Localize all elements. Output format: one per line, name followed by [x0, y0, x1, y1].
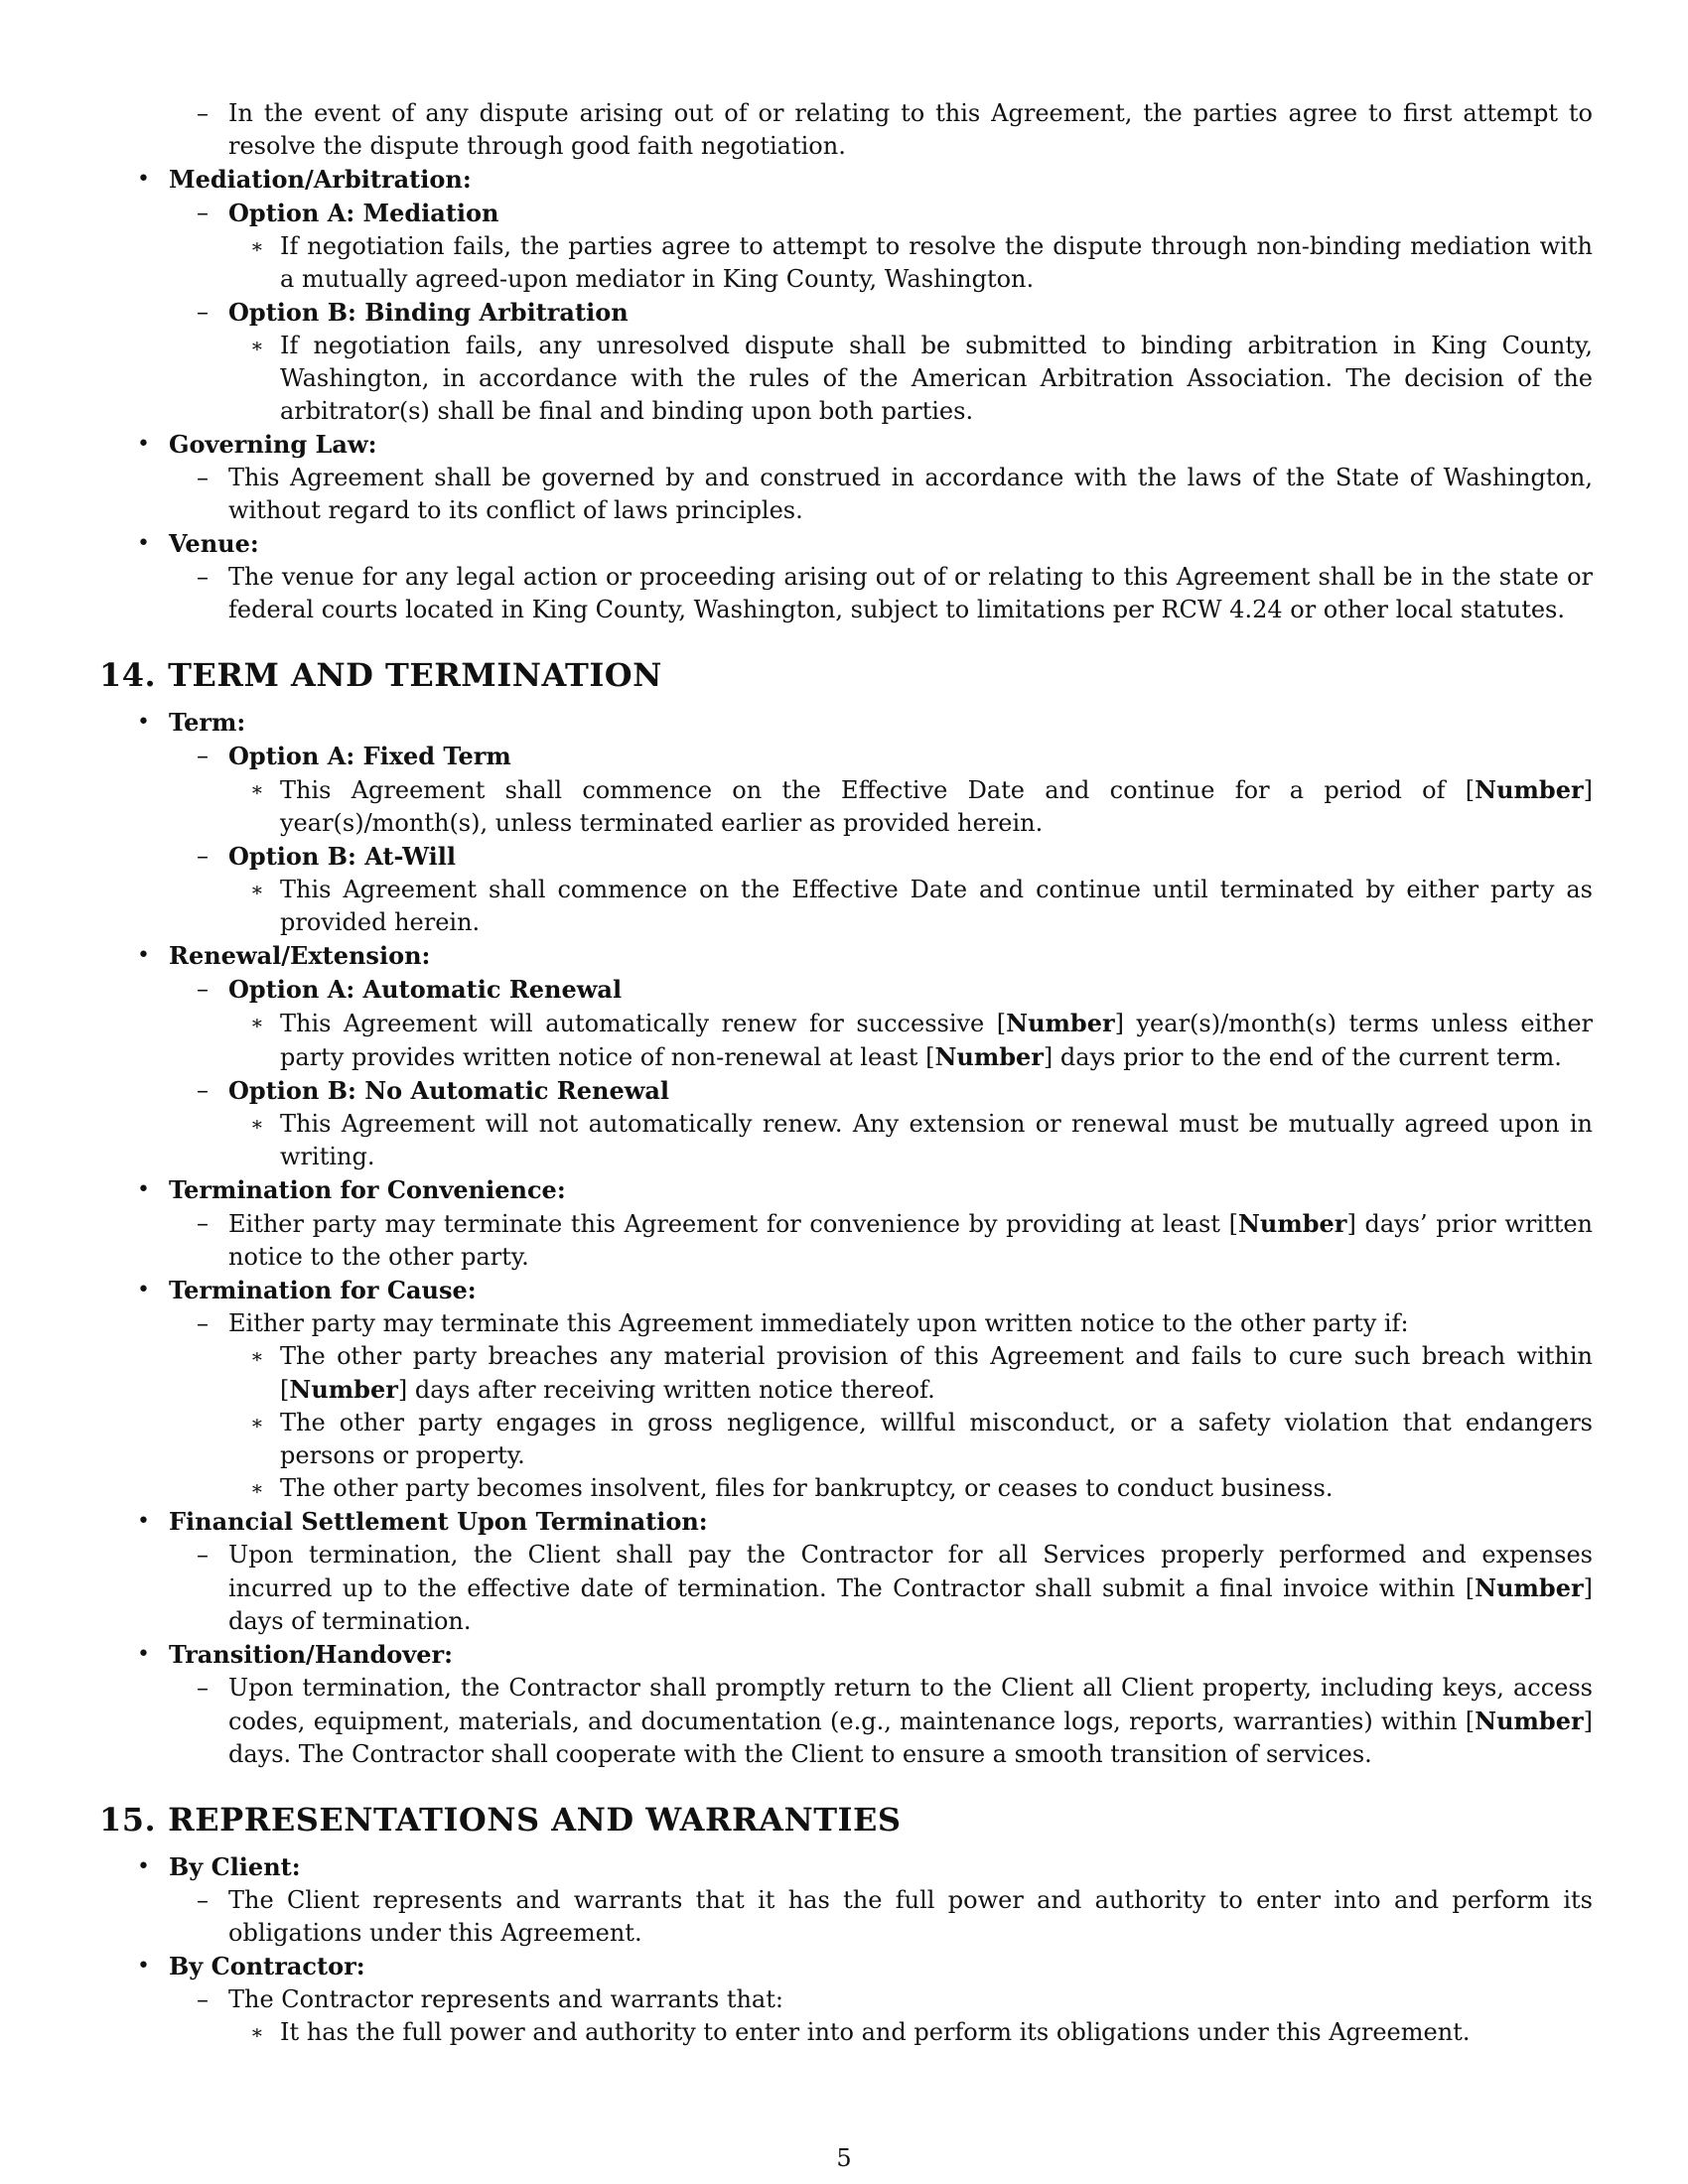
termination-cause-intro: – Either party may terminate this Agreement immediately upon written notice to the other party if: [197, 1309, 1409, 1337]
term-item: • Term: [137, 708, 246, 737]
venue-text: – The venue for any legal action or proceeding arising out of or relating to this Agreement shall be in the state or federal courts located in King County, Washington, subject to limitations per RCW 4.24 or other local statutes. [197, 563, 1593, 623]
renewal-item: • Renewal/Extension: [137, 941, 431, 970]
arbitration-option-b-text: ∗ If negotiation fails, any unresolved dispute shall be submitted to binding arbitration in King County, Washington, in accordance with the rules of the American Arbitration Association. The decision of the arbitrator(s) shall be final and binding upon both parties. [250, 332, 1593, 425]
termination-convenience-text: – Either party may terminate this Agreement for convenience by providing at least [Number] days’ prior written notice to the other party. [197, 1209, 1593, 1271]
at-will-text: ∗ This Agreement shall commence on the Effective Date and continue until terminated by either party as provided herein. [250, 876, 1593, 936]
termination-cause-item: • Termination for Cause: [137, 1276, 477, 1304]
termination-cause-negligence: ∗ The other party engages in gross negligence, willful misconduct, or a safety violation that endangers persons or property. [250, 1409, 1593, 1469]
termination-cause-insolvency: ∗ The other party becomes insolvent, files for bankruptcy, or ceases to conduct business. [250, 1474, 1334, 1502]
termination-cause-breach: ∗ The other party breaches any material provision of this Agreement and fails to cure such breach within [Number] days after receiving written notice thereof. [250, 1342, 1593, 1404]
governing-law-text: – This Agreement shall be governed by and construed in accordance with the laws of the State of Washington, without regard to its conflict of laws principles. [197, 464, 1593, 524]
page-number: 5 [836, 2144, 852, 2172]
document-page [99, 97, 1593, 2049]
mediation-arbitration-item: • Mediation/Arbitration: [137, 165, 472, 194]
mediation-option-a: – Option A: Mediation [197, 199, 499, 227]
by-contractor-item-1: ∗ It has the full power and authority to enter into and perform its obligations under this Agreement. [250, 2018, 1471, 2046]
governing-law-item: • Governing Law: [137, 430, 377, 459]
automatic-renewal-option: – Option A: Automatic Renewal [197, 975, 623, 1004]
arbitration-option-b: – Option B: Binding Arbitration [197, 298, 629, 327]
at-will-option: – Option B: At-Will [197, 842, 457, 871]
termination-convenience-item: • Termination for Convenience: [137, 1175, 566, 1204]
transition-item: • Transition/Handover: [137, 1640, 453, 1669]
by-client-item: • By Client: [137, 1852, 301, 1881]
no-automatic-renewal-option: – Option B: No Automatic Renewal [197, 1076, 670, 1105]
venue-item: • Venue: [137, 529, 259, 558]
by-client-text: – The Client represents and warrants that it has the full power and authority to enter into and perform its obligations under this Agreement. [197, 1886, 1593, 1947]
no-automatic-renewal-text: ∗ This Agreement will not automatically renew. Any extension or renewal must be mutually agreed upon in writing. [250, 1110, 1593, 1170]
fixed-term-option: – Option A: Fixed Term [197, 742, 511, 770]
section-15-heading: 15. REPRESENTATIONS AND WARRANTIES [99, 1801, 902, 1839]
financial-settlement-item: • Financial Settlement Upon Termination: [137, 1507, 708, 1536]
financial-settlement-text: – Upon termination, the Client shall pay the Contractor for all Services properly performed and expenses incurred up to the effective date of termination. The Contractor shall submit a final invoice within [Number] days of termination. [197, 1541, 1593, 1635]
by-contractor-intro: – The Contractor represents and warrants that: [197, 1985, 783, 2013]
section-14-heading: 14. TERM AND TERMINATION [99, 656, 662, 694]
mediation-option-a-text: ∗ If negotiation fails, the parties agree to attempt to resolve the dispute through non-binding mediation with a mutually agreed-upon mediator in King County, Washington. [250, 232, 1593, 293]
automatic-renewal-text: ∗ This Agreement will automatically renew for successive [Number] year(s)/month(s) terms unless either party provides written notice of non-renewal at least [Number] days prior to the end of the current term. [250, 1009, 1593, 1071]
negotiation-item: – In the event of any dispute arising out of or relating to this Agreement, the parties agree to first attempt to resolve the dispute through good faith negotiation. [197, 99, 1593, 160]
fixed-term-text: ∗ This Agreement shall commence on the Effective Date and continue for a period of [Number] year(s)/month(s), unless terminated earlier as provided herein. [250, 775, 1593, 837]
by-contractor-item: • By Contractor: [137, 1952, 365, 1980]
transition-text: – Upon termination, the Contractor shall promptly return to the Client all Client property, including keys, access codes, equipment, materials, and documentation (e.g., maintenance logs, reports, warranties) within [Number] days. The Contractor shall cooperate with the Client to ensure a smooth transition of services. [197, 1674, 1593, 1768]
